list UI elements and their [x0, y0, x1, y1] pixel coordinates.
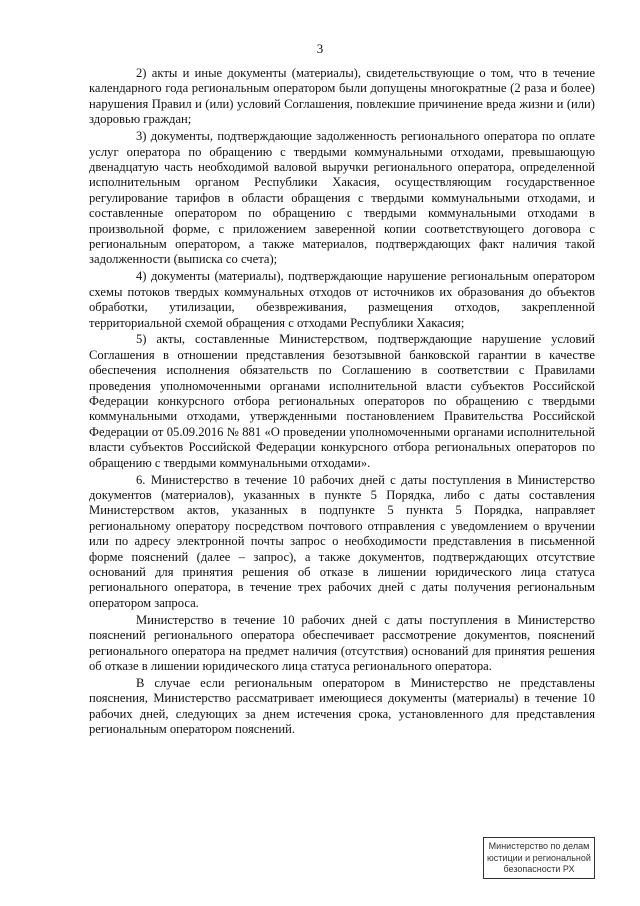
paragraph-6-ministry-request: 6. Министерство в течение 10 рабочих дней с даты поступления в Министерство документов (материалов), указанных в пункте 5 Порядка, либо с даты составления Министерством актов, указанных в подпункте 5 пункта 5 Порядка, направляет региональному оператору посредством почтового отправления с уведомлением о вручении или по адресу электронной почты запрос о необходимости представления в письменной форме пояснений (далее – запрос), а также документов, подтверждающих отсутствие оснований для принятия решения об отказе в лишении юридического лица статуса регионального оператора, в течение трех рабочих дней с даты получения региональным оператором запроса.: [89, 472, 595, 610]
registration-stamp: [483, 837, 595, 879]
paragraph-4-scheme-violation: 4) документы (материалы), подтверждающие нарушение региональным оператором схемы потоков твердых коммунальных отходов от источников их образования до объектов обработки, утилизации, обезвреживания, размещения отходов, закрепленной территориальной схемой обращения с отходами Республики Хакасия;: [89, 269, 595, 330]
page-number: 3: [316, 41, 324, 56]
paragraph-no-explanations: В случае если региональным оператором в Министерство не представлены пояснения, Министерство рассматривает имеющиеся документы (материалы) в течение 10 рабочих дней, следующих за днем истечения срока, установленного для представления региональным оператором пояснений.: [89, 675, 595, 737]
paragraph-ministry-review: Министерство в течение 10 рабочих дней с даты поступления в Министерство пояснений регионального оператора обеспечивает рассмотрение документов, пояснений регионального оператора на предмет наличия (отсутствия) оснований для принятия решения об отказе в лишении юридического лица статуса регионального оператора.: [89, 612, 595, 673]
paragraph-3-debt-documents: 3) документы, подтверждающие задолженность регионального оператора по оплате услуг оператора по обращению с твердыми коммунальными отходами, превышающую двенадцатую часть необходимой валовой выручки регионального оператора, определенной исполнительным органом Республики Хакасия, осуществляющим государственное регулирование тарифов в области обращения с твердыми коммунальными отходами, и составленные оператором по обращению с твердыми коммунальными отходами в произвольной форме, с приложением заверенной копии соответствующего договора с региональным оператором, а также материалов, подтверждающих факт наличия такой задолженности (выписка со счета);: [89, 129, 595, 267]
paragraph-2-acts: 2) акты и иные документы (материалы), свидетельствующие о том, что в течение календарного года региональным оператором были допущены многократные (2 раза и более) нарушения Правил и (или) условий Соглашения, повлекшие причинение вреда жизни и (или) здоровью граждан;: [89, 66, 595, 127]
stamp-line: безопасности РХ: [503, 864, 575, 874]
document-body: [89, 66, 595, 739]
stamp-line: Министерство по делам: [488, 841, 590, 851]
paragraph-5-guarantee-acts: 5) акты, составленные Министерством, подтверждающие нарушение условий Соглашения в отношении представления безотзывной банковской гарантии в качестве обеспечения исполнения обязательств по Соглашению в соответствии с Правилами проведения уполномоченными органами исполнительной власти субъектов Российской Федерации конкурсного отбора региональных операторов по обращению с твердыми коммунальными отходами, утвержденными постановлением Правительства Российской Федерации от 05.09.2016 № 881 «О проведении уполномоченными органами исполнительной власти субъектов Российской Федерации конкурсного отбора региональных операторов по обращению с твердыми коммунальными отходами».: [89, 332, 595, 470]
stamp-line: юстиции и региональной: [487, 852, 591, 863]
